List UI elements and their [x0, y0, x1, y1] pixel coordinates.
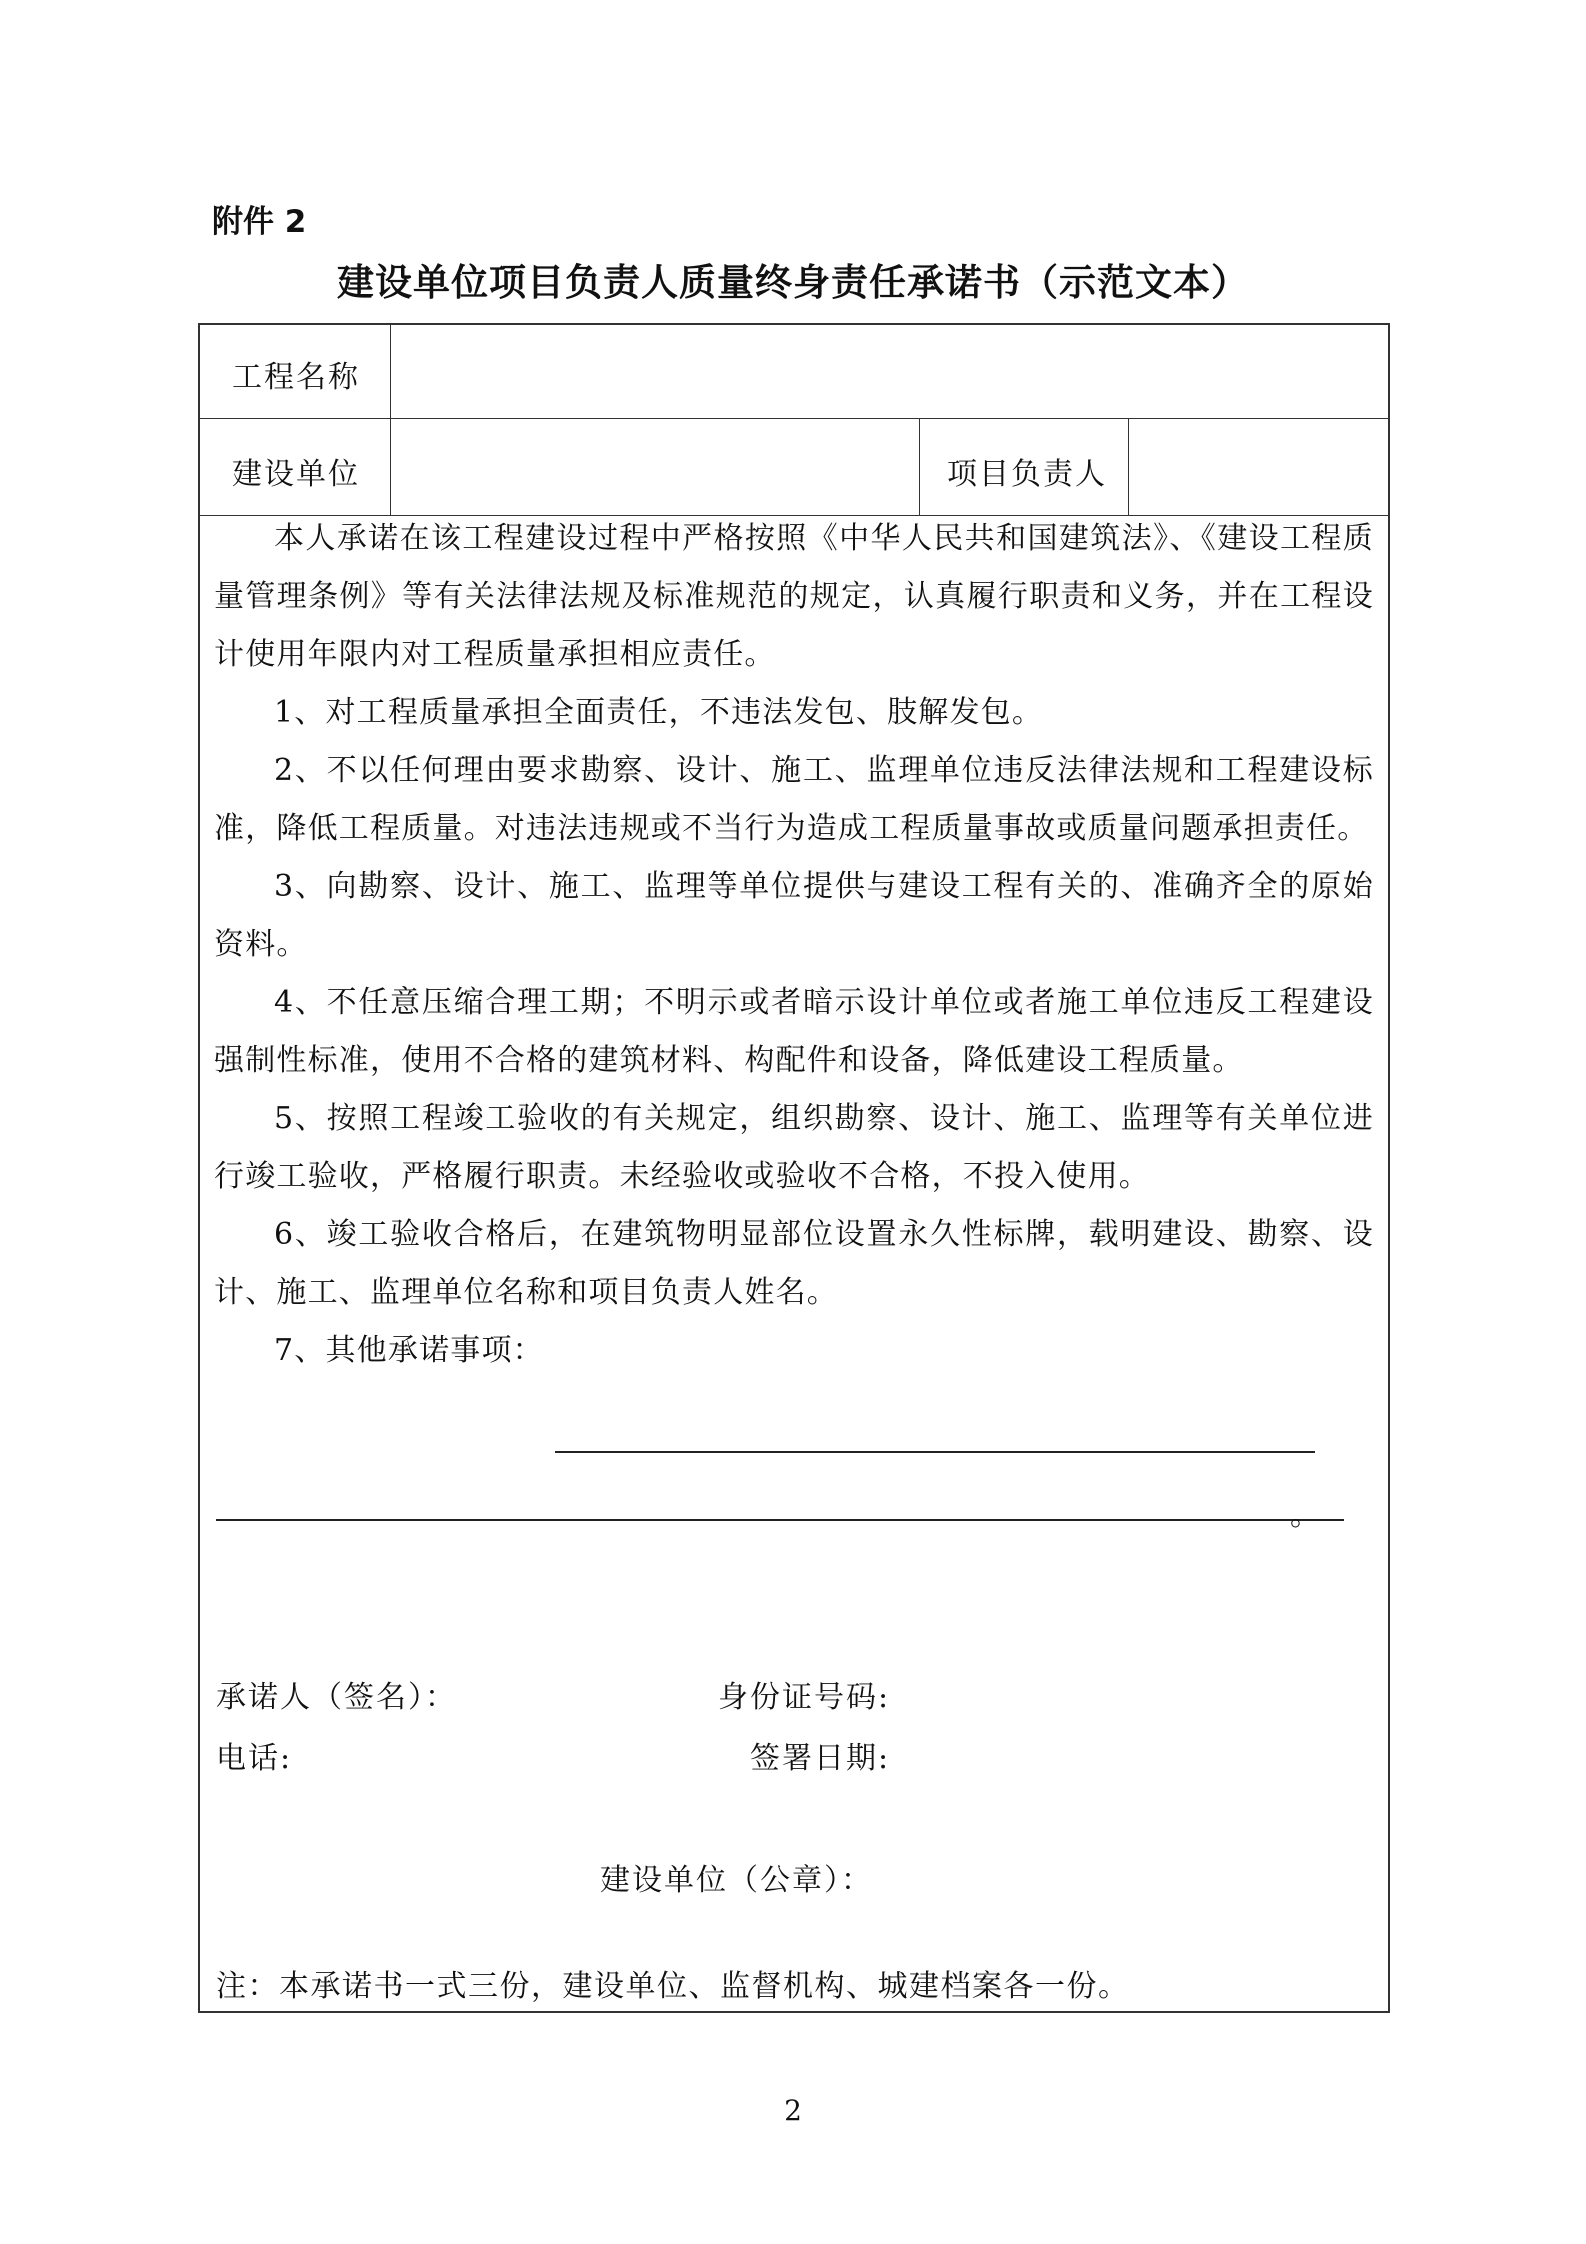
manager-label-divider-right [1128, 418, 1129, 515]
sign-date-label: 签署日期: [750, 1741, 891, 1776]
attachment-label: 附件 2 [212, 204, 307, 240]
id-number-label: 身份证号码: [718, 1680, 891, 1715]
commitment-form-table [198, 323, 1390, 2013]
other-commitments-line-1[interactable] [555, 1451, 1315, 1453]
manager-field[interactable] [1148, 449, 1368, 489]
label-column-divider [390, 325, 391, 515]
commitment-item-2: 2、不以任何理由要求勘察、设计、施工、监理单位违反法律法规和工程建设标准，降低工程质量。对违法违规或不当行为造成工程质量事故或质量问题承担责任。 [214, 753, 1374, 846]
other-commitments-line-2[interactable] [216, 1519, 1344, 1521]
phone-label: 电话: [216, 1741, 293, 1776]
commitment-item-3: 3、向勘察、设计、施工、监理等单位提供与建设工程有关的、准确齐全的原始资料。 [214, 869, 1374, 962]
project-name-field[interactable] [410, 352, 1370, 392]
commitment-intro: 本人承诺在该工程建设过程中严格按照《中华人民共和国建筑法》、《建设工程质量管理条例》等有关法律法规及标准规范的规定，认真履行职责和义务，并在工程设计使用年限内对工程质量承担相应责任。 [214, 521, 1374, 672]
manager-label-divider-left [919, 418, 920, 515]
row-divider-1 [200, 418, 1388, 419]
manager-label: 项目负责人 [947, 457, 1107, 492]
commitment-body [214, 510, 1374, 1380]
builder-label: 建设单位 [232, 457, 360, 492]
footnote: 注：本承诺书一式三份，建设单位、监督机构、城建档案各一份。 [216, 1969, 1130, 2004]
document-title: 建设单位项目负责人质量终身责任承诺书（示范文本） [337, 261, 1249, 304]
builder-seal-label: 建设单位（公章）： [600, 1863, 873, 1898]
promisor-signature-label: 承诺人（签名）： [216, 1680, 457, 1715]
commitment-item-7-label: 7、其他承诺事项： [274, 1333, 544, 1368]
builder-field[interactable] [410, 449, 900, 489]
end-mark: 。 [1290, 1498, 1320, 1533]
project-name-label: 工程名称 [232, 360, 360, 395]
commitment-item-6: 6、竣工验收合格后，在建筑物明显部位设置永久性标牌，载明建设、勘察、设计、施工、监理单位名称和项目负责人姓名。 [214, 1217, 1374, 1310]
commitment-item-1: 1、对工程质量承担全面责任，不违法发包、肢解发包。 [274, 695, 1044, 730]
page-number: 2 [784, 2094, 802, 2127]
commitment-item-4: 4、不任意压缩合理工期；不明示或者暗示设计单位或者施工单位违反工程建设强制性标准，使用不合格的建筑材料、构配件和设备，降低建设工程质量。 [214, 985, 1374, 1078]
commitment-item-5: 5、按照工程竣工验收的有关规定，组织勘察、设计、施工、监理等有关单位进行竣工验收，严格履行职责。未经验收或验收不合格，不投入使用。 [214, 1101, 1374, 1194]
